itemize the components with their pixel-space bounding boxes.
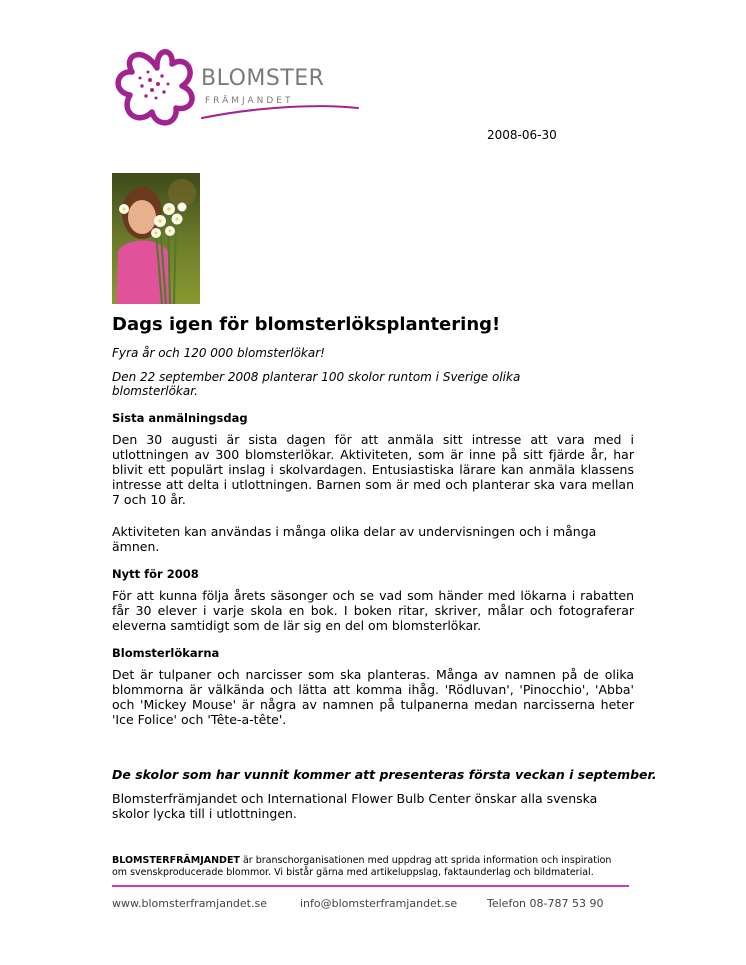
section-deadline-paragraph-1: Den 30 augusti är sista dagen för att anmäla sitt intresse att vara med i utlottningen av 300 blomsterlökar. Aktiviteten, som är inne på sitt fjärde år, har blivit ett populärt inslag i skolvardagen. Entusiastiska lärare kan anmäla klassens intresse att delta i utlottningen. Barnen som är med och planterar ska vara mellan 7 och 10 år. (112, 432, 634, 507)
section-bulbs-paragraph: Det är tulpaner och narcisser som ska planteras. Många av namnen på de olika blommorna är välkända och lätta att komma ihåg. 'Rödluvan', 'Pinocchio', 'Abba' och 'Mickey Mouse' är några av namnen på tulpanerna medan narcisserna heter 'Ice Folice' och 'Tête-a-tête'. (112, 667, 634, 727)
section-heading-bulbs: Blomsterlökarna (112, 646, 220, 660)
section-deadline-paragraph-2: Aktiviteten kan användas i många olika delar av undervisningen och i många ämnen. (112, 524, 597, 554)
document-date: 2008-06-30 (487, 128, 557, 142)
intro-line-1: Fyra år och 120 000 blomsterlökar! (112, 346, 325, 360)
footer-website-link[interactable]: www.blomsterframjandet.se (112, 897, 267, 910)
footer-org-desc-2: om svenskproducerade blommor. Vi bistår gärna med artikeluppslag, faktaunderlag och bildmaterial. (112, 867, 594, 878)
section-heading-new-2008: Nytt för 2008 (112, 567, 199, 581)
section-heading-deadline: Sista anmälningsdag (112, 411, 248, 425)
logo-wordmark: BLOMSTER (201, 66, 325, 91)
footer-email-link[interactable]: info@blomsterframjandet.se (300, 897, 458, 910)
article-title: Dags igen för blomsterlöksplantering! (112, 314, 501, 335)
intro-line-2: Den 22 september 2008 planterar 100 skolor runtom i Sverige olika blomsterlökar. (112, 370, 521, 398)
closing-paragraph: Blomsterfrämjandet och International Flower Bulb Center önskar alla svenska skolor lycka till i utlottningen. (112, 791, 598, 821)
section-new-2008-paragraph: För att kunna följa årets säsonger och se vad som händer med lökarna i rabatten får 30 elever i varje skola en bok. I boken ritar, skriver, målar och fotograferar eleverna samtidigt som de lär sig en del om blomsterlökar. (112, 588, 634, 633)
footer-org-name: BLOMSTERFRÄMJANDET (112, 855, 240, 866)
girl-with-narcissus-photo (112, 173, 200, 304)
footer-divider (112, 885, 629, 887)
winners-announcement: De skolor som har vunnit kommer att presenteras första veckan i september. (112, 767, 657, 782)
footer-org-desc-1: är branschorganisationen med uppdrag att sprida information och inspiration (239, 855, 612, 866)
logo-subtitle: FRÄMJANDET (205, 96, 294, 106)
footer-organisation-blurb (112, 855, 634, 879)
footer-phone: Telefon 08-787 53 90 (487, 897, 604, 910)
